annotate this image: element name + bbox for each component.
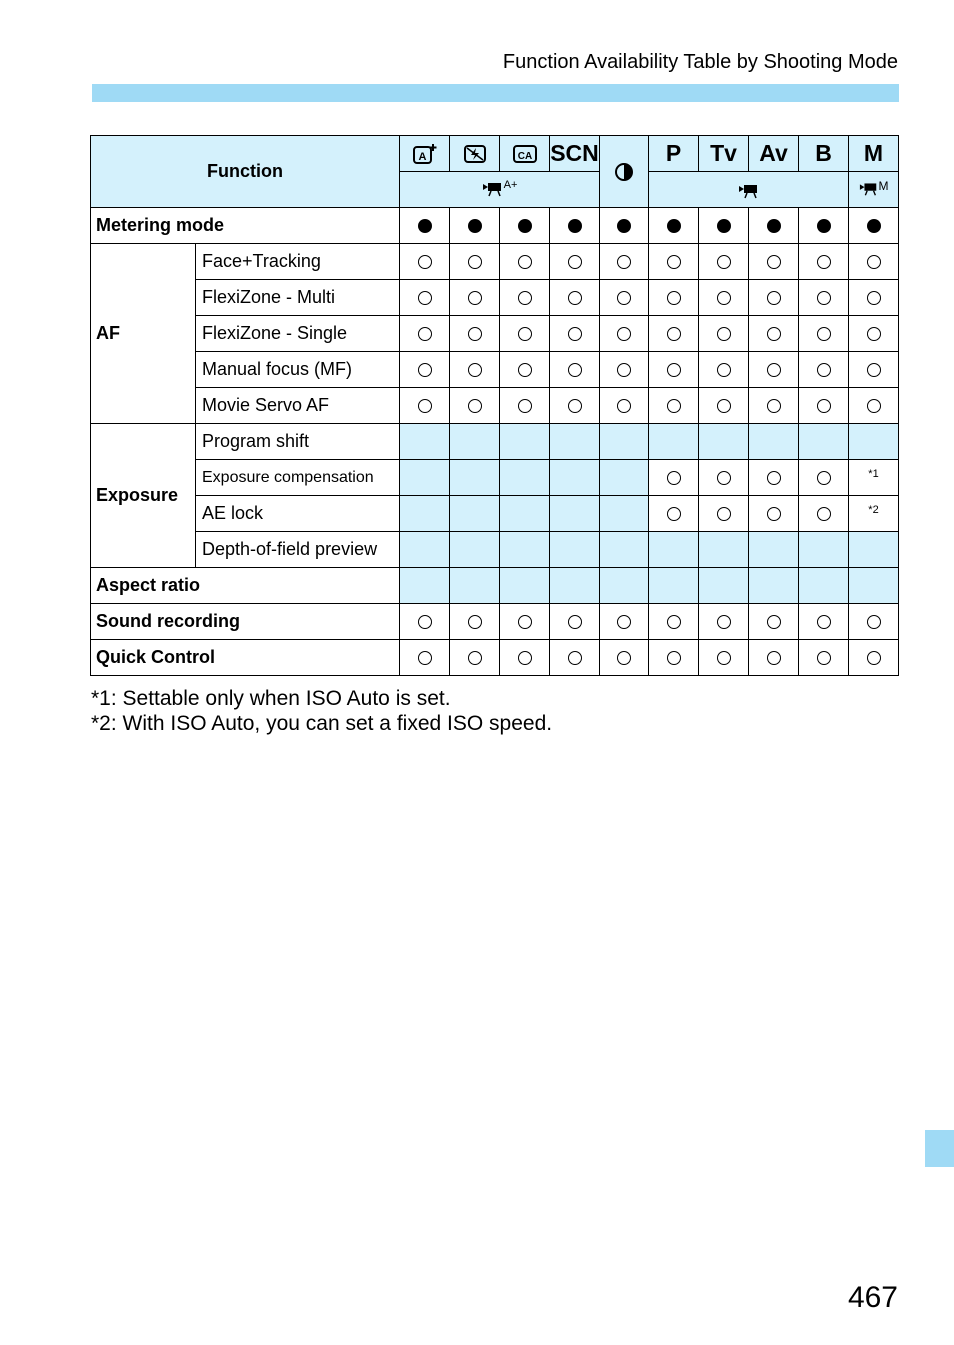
unavailable-cell [749, 568, 799, 604]
availability-cell [400, 208, 450, 244]
availability-cell [500, 352, 550, 388]
unavailable-cell [450, 496, 500, 532]
open-circle-icon [817, 651, 831, 665]
availability-cell [450, 280, 500, 316]
filled-circle-icon [817, 219, 831, 233]
open-circle-icon [767, 507, 781, 521]
availability-cell [600, 316, 649, 352]
row-label: Exposure compensation [196, 460, 400, 496]
availability-cell [699, 352, 749, 388]
availability-cell [749, 244, 799, 280]
availability-cell [500, 316, 550, 352]
availability-cell [849, 352, 899, 388]
page-number: 467 [847, 1281, 898, 1314]
open-circle-icon [717, 399, 731, 413]
open-circle-icon [667, 651, 681, 665]
availability-cell [450, 352, 500, 388]
open-circle-icon [867, 327, 881, 341]
open-circle-icon [817, 255, 831, 269]
open-circle-icon [617, 651, 631, 665]
availability-cell [649, 496, 699, 532]
availability-cell [649, 352, 699, 388]
open-circle-icon [767, 363, 781, 377]
availability-cell [400, 604, 450, 640]
availability-cell [749, 208, 799, 244]
unavailable-cell [699, 424, 749, 460]
availability-cell [649, 460, 699, 496]
open-circle-icon [767, 291, 781, 305]
availability-cell [849, 640, 899, 676]
open-circle-icon [518, 327, 532, 341]
availability-cell [799, 352, 849, 388]
unavailable-cell [400, 568, 450, 604]
open-circle-icon [418, 327, 432, 341]
availability-cell [699, 244, 749, 280]
availability-cell [799, 208, 849, 244]
unavailable-cell [600, 568, 649, 604]
availability-cell [600, 244, 649, 280]
unavailable-cell [849, 532, 899, 568]
row-quick-control [91, 640, 899, 676]
open-circle-icon [617, 399, 631, 413]
open-circle-icon [717, 651, 731, 665]
unavailable-cell [400, 424, 450, 460]
availability-cell [749, 388, 799, 424]
availability-cell [649, 280, 699, 316]
availability-cell [400, 352, 450, 388]
unavailable-cell [600, 496, 649, 532]
open-circle-icon [867, 255, 881, 269]
availability-cell [500, 208, 550, 244]
availability-cell [849, 280, 899, 316]
open-circle-icon [418, 363, 432, 377]
mode-p: P [649, 136, 699, 172]
unavailable-cell [699, 532, 749, 568]
availability-cell [550, 316, 600, 352]
unavailable-cell [450, 568, 500, 604]
open-circle-icon [867, 291, 881, 305]
unavailable-cell [400, 532, 450, 568]
availability-cell [699, 460, 749, 496]
filled-circle-icon [867, 219, 881, 233]
availability-cell [749, 640, 799, 676]
availability-cell [849, 604, 899, 640]
unavailable-cell [550, 496, 600, 532]
open-circle-icon [667, 363, 681, 377]
availability-cell [849, 388, 899, 424]
open-circle-icon [717, 327, 731, 341]
unavailable-cell [849, 568, 899, 604]
open-circle-icon [767, 255, 781, 269]
availability-cell [400, 244, 450, 280]
open-circle-icon [568, 291, 582, 305]
open-circle-icon [418, 291, 432, 305]
filled-circle-icon [667, 219, 681, 233]
availability-cell [500, 388, 550, 424]
filled-circle-icon [617, 219, 631, 233]
row-af-flexizone-single [91, 316, 899, 352]
availability-cell [600, 388, 649, 424]
note-cell [849, 460, 899, 496]
row-sound-recording [91, 604, 899, 640]
unavailable-cell [550, 532, 600, 568]
open-circle-icon [667, 327, 681, 341]
availability-cell [600, 280, 649, 316]
note-cell [849, 496, 899, 532]
open-circle-icon [867, 615, 881, 629]
open-circle-icon [568, 399, 582, 413]
open-circle-icon [717, 615, 731, 629]
group-label-af: AF [91, 244, 196, 424]
open-circle-icon [817, 471, 831, 485]
open-circle-icon [767, 327, 781, 341]
open-circle-icon [717, 471, 731, 485]
unavailable-cell [749, 424, 799, 460]
mode-b: B [799, 136, 849, 172]
availability-cell [450, 604, 500, 640]
row-aspect-ratio [91, 568, 899, 604]
open-circle-icon [817, 507, 831, 521]
row-label: Movie Servo AF [196, 388, 400, 424]
movie-manual-icon [859, 179, 879, 197]
mode-creative-filter [600, 136, 649, 208]
open-circle-icon [767, 651, 781, 665]
footnote-2: *2: With ISO Auto, you can set a fixed ISO speed. [91, 712, 553, 735]
open-circle-icon [418, 615, 432, 629]
availability-cell [749, 496, 799, 532]
unavailable-cell [450, 532, 500, 568]
availability-cell [550, 244, 600, 280]
function-header: Function [91, 136, 400, 208]
mode-flash-off [450, 136, 500, 172]
open-circle-icon [717, 363, 731, 377]
open-circle-icon [667, 615, 681, 629]
filled-circle-icon [468, 219, 482, 233]
availability-cell [799, 640, 849, 676]
filled-circle-icon [518, 219, 532, 233]
footnotes [91, 686, 552, 736]
availability-cell [550, 604, 600, 640]
row-label: Program shift [196, 424, 400, 460]
open-circle-icon [767, 399, 781, 413]
availability-cell [749, 280, 799, 316]
flash-off-icon [463, 143, 487, 165]
open-circle-icon [667, 291, 681, 305]
open-circle-icon [418, 399, 432, 413]
footnote-mark: *1 [868, 468, 879, 480]
availability-cell [450, 640, 500, 676]
availability-cell [649, 316, 699, 352]
mode-creative-auto [500, 136, 550, 172]
open-circle-icon [817, 363, 831, 377]
movie-auto-mode [400, 172, 600, 208]
footnote-1: *1: Settable only when ISO Auto is set. [91, 687, 451, 710]
unavailable-cell [500, 532, 550, 568]
open-circle-icon [817, 291, 831, 305]
creative-filter-icon [613, 161, 635, 183]
availability-cell [749, 316, 799, 352]
row-label: Sound recording [91, 604, 400, 640]
creative-auto-icon [512, 143, 538, 165]
open-circle-icon [617, 615, 631, 629]
open-circle-icon [468, 327, 482, 341]
availability-cell [450, 208, 500, 244]
availability-cell [450, 316, 500, 352]
open-circle-icon [667, 255, 681, 269]
availability-cell [849, 316, 899, 352]
open-circle-icon [518, 615, 532, 629]
open-circle-icon [468, 291, 482, 305]
unavailable-cell [649, 424, 699, 460]
availability-cell [649, 604, 699, 640]
mode-m: M [849, 136, 899, 172]
open-circle-icon [568, 327, 582, 341]
mode-av: Av [749, 136, 799, 172]
availability-cell [500, 280, 550, 316]
row-label: Metering mode [91, 208, 400, 244]
row-exposure-dof-preview [91, 532, 899, 568]
unavailable-cell [400, 496, 450, 532]
open-circle-icon [468, 363, 482, 377]
row-label: AE lock [196, 496, 400, 532]
unavailable-cell [600, 532, 649, 568]
unavailable-cell [500, 496, 550, 532]
availability-cell [799, 280, 849, 316]
open-circle-icon [468, 651, 482, 665]
filled-circle-icon [717, 219, 731, 233]
unavailable-cell [749, 532, 799, 568]
open-circle-icon [518, 255, 532, 269]
open-circle-icon [468, 615, 482, 629]
open-circle-icon [867, 399, 881, 413]
availability-cell [699, 316, 749, 352]
footnote-mark: *2 [868, 504, 879, 516]
open-circle-icon [468, 399, 482, 413]
availability-cell [400, 640, 450, 676]
row-af-movie-servo [91, 388, 899, 424]
unavailable-cell [450, 460, 500, 496]
row-label: FlexiZone - Single [196, 316, 400, 352]
open-circle-icon [518, 399, 532, 413]
open-circle-icon [817, 399, 831, 413]
availability-cell [649, 640, 699, 676]
availability-cell [749, 604, 799, 640]
availability-cell [649, 208, 699, 244]
movie-mode [649, 172, 849, 208]
availability-cell [799, 388, 849, 424]
unavailable-cell [699, 568, 749, 604]
availability-cell [699, 208, 749, 244]
availability-cell [799, 316, 849, 352]
open-circle-icon [867, 363, 881, 377]
row-label: Face+Tracking [196, 244, 400, 280]
header-bar [92, 84, 899, 102]
unavailable-cell [550, 568, 600, 604]
availability-cell [600, 604, 649, 640]
availability-cell [699, 604, 749, 640]
availability-cell [649, 388, 699, 424]
open-circle-icon [817, 327, 831, 341]
open-circle-icon [518, 651, 532, 665]
unavailable-cell [849, 424, 899, 460]
open-circle-icon [418, 651, 432, 665]
mode-scn: SCN [550, 136, 600, 172]
availability-cell [600, 640, 649, 676]
row-label: Quick Control [91, 640, 400, 676]
filled-circle-icon [568, 219, 582, 233]
row-af-flexizone-multi [91, 280, 899, 316]
availability-cell [450, 388, 500, 424]
unavailable-cell [799, 568, 849, 604]
unavailable-cell [799, 424, 849, 460]
availability-cell [450, 244, 500, 280]
availability-cell [849, 208, 899, 244]
availability-cell [550, 388, 600, 424]
movie-manual-superscript: M [878, 179, 889, 193]
availability-cell [500, 244, 550, 280]
movie-manual-mode [849, 172, 899, 208]
open-circle-icon [617, 327, 631, 341]
availability-cell [600, 208, 649, 244]
open-circle-icon [767, 615, 781, 629]
row-exposure-program-shift [91, 424, 899, 460]
scene-intelligent-auto-icon [412, 142, 438, 166]
open-circle-icon [867, 651, 881, 665]
open-circle-icon [667, 399, 681, 413]
group-label-exposure: Exposure [91, 424, 196, 568]
unavailable-cell [649, 532, 699, 568]
unavailable-cell [500, 568, 550, 604]
availability-cell [400, 388, 450, 424]
filled-circle-icon [418, 219, 432, 233]
header-title: Function Availability Table by Shooting Mode [502, 51, 898, 73]
function-availability-table [90, 135, 899, 676]
svg-text:A: A [418, 150, 426, 163]
unavailable-cell [649, 568, 699, 604]
svg-text:CA: CA [517, 150, 532, 162]
row-exposure-compensation [91, 460, 899, 496]
open-circle-icon [617, 363, 631, 377]
movie-icon [738, 181, 760, 199]
unavailable-cell [400, 460, 450, 496]
availability-cell [550, 352, 600, 388]
unavailable-cell [500, 424, 550, 460]
row-exposure-ae-lock [91, 496, 899, 532]
availability-cell [799, 604, 849, 640]
availability-cell [500, 604, 550, 640]
availability-cell [550, 208, 600, 244]
unavailable-cell [450, 424, 500, 460]
open-circle-icon [418, 255, 432, 269]
row-label: Depth-of-field preview [196, 532, 400, 568]
row-af-manual-focus [91, 352, 899, 388]
open-circle-icon [617, 255, 631, 269]
open-circle-icon [468, 255, 482, 269]
availability-cell [749, 352, 799, 388]
row-label: Aspect ratio [91, 568, 400, 604]
row-metering [91, 208, 899, 244]
unavailable-cell [550, 424, 600, 460]
open-circle-icon [767, 471, 781, 485]
availability-cell [849, 244, 899, 280]
section-tab [925, 1130, 954, 1167]
unavailable-cell [600, 460, 649, 496]
movie-auto-icon [482, 179, 504, 197]
availability-cell [649, 244, 699, 280]
availability-cell [699, 388, 749, 424]
open-circle-icon [518, 291, 532, 305]
open-circle-icon [667, 471, 681, 485]
open-circle-icon [568, 255, 582, 269]
availability-cell [699, 640, 749, 676]
open-circle-icon [817, 615, 831, 629]
availability-cell [400, 280, 450, 316]
open-circle-icon [617, 291, 631, 305]
unavailable-cell [500, 460, 550, 496]
availability-cell [400, 316, 450, 352]
availability-cell [600, 352, 649, 388]
row-label: Manual focus (MF) [196, 352, 400, 388]
row-label: FlexiZone - Multi [196, 280, 400, 316]
availability-cell [699, 280, 749, 316]
movie-auto-superscript: A+ [503, 179, 518, 191]
availability-cell [550, 640, 600, 676]
availability-cell [799, 460, 849, 496]
availability-cell [799, 496, 849, 532]
open-circle-icon [568, 651, 582, 665]
availability-cell [500, 640, 550, 676]
availability-cell [699, 496, 749, 532]
unavailable-cell [600, 424, 649, 460]
open-circle-icon [717, 507, 731, 521]
unavailable-cell [799, 532, 849, 568]
filled-circle-icon [767, 219, 781, 233]
mode-scene-intelligent-auto [400, 136, 450, 172]
open-circle-icon [568, 615, 582, 629]
open-circle-icon [717, 255, 731, 269]
availability-cell [799, 244, 849, 280]
unavailable-cell [550, 460, 600, 496]
row-af-face-tracking [91, 244, 899, 280]
availability-cell [550, 280, 600, 316]
open-circle-icon [518, 363, 532, 377]
open-circle-icon [667, 507, 681, 521]
availability-cell [749, 460, 799, 496]
open-circle-icon [568, 363, 582, 377]
mode-tv: Tv [699, 136, 749, 172]
open-circle-icon [717, 291, 731, 305]
